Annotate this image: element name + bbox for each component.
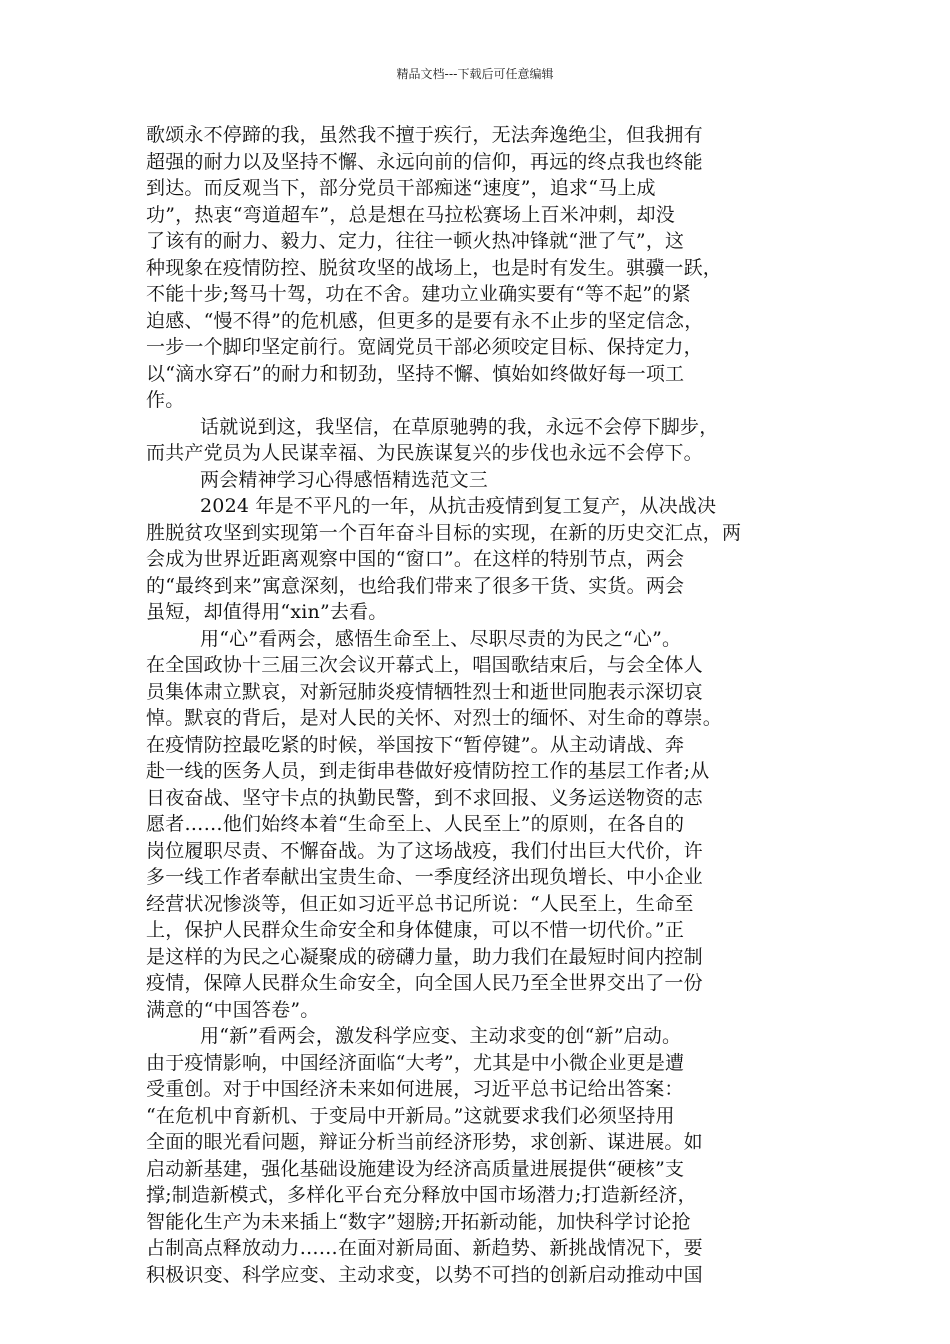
text-line: 歌颂永不停蹄的我，虽然我不擅于疾行，无法奔逸绝尘，但我拥有 [146,124,703,146]
text-line: 种现象在疫情防控、脱贫攻坚的战场上，也是时有发生。骐骥一跃， [146,256,723,279]
text-line: 启动新基建，强化基础设施建设为经济高质量进展提供“硬核”支 [146,1157,685,1180]
text-line: 到达。而反观当下，部分党员干部痴迷“速度”，追求“马上成 [146,177,656,199]
text-line: 以“滴水穿石”的耐力和韧劲，坚持不懈、慎始如终做好每一项工 [146,362,685,385]
text-line: 两会精神学习心得感悟精选范文三 [200,468,489,491]
text-line: 占制高点释放动力……在面对新局面、新趋势、新挑战情况下，要 [146,1237,703,1259]
text-line: 悼。默哀的背后，是对人民的关怀、对烈士的缅怀、对生命的尊崇。 [146,707,723,729]
text-line: 多一线工作者奉献出宝贵生命、一季度经济出现负增长、中小企业 [146,866,703,888]
text-line: 用“心”看两会，感悟生命至上、尽职尽责的为民之“心”。 [200,627,682,650]
text-line: 愿者……他们始终本着“生命至上、人民至上”的原则，在各自的 [146,813,685,835]
text-line: 智能化生产为未来插上“数字”翅膀;开拓新动能，加快科学讨论抢 [146,1210,691,1233]
text-line: “在危机中育新机、于变局中开新局。”这就要求我们必须坚持用 [146,1104,675,1127]
text-line: 日夜奋战、坚守卡点的执勤民警，到不求回报、义务运送物资的志 [146,786,703,809]
text-line: 满意的“中国答卷”。 [146,998,320,1021]
text-line: 了该有的耐力、毅力、定力，往往一顿火热冲锋就“泄了气”，这 [146,230,685,252]
text-line: 作。 [146,389,185,411]
text-line: 而共产党员为人民谋幸福、为民族谋复兴的步伐也永远不会停下。 [146,442,703,464]
text-line: 用“新”看两会，激发科学应变、主动求变的创“新”启动。 [200,1025,682,1047]
text-line: 疫情，保障人民群众生命安全，向全国人民乃至全世界交出了一份 [146,972,703,994]
text-line: 受重创。对于中国经济未来如何进展，习近平总书记给出答案： [146,1078,684,1100]
text-line: 2024 年是不平凡的一年，从抗击疫情到复工复产，从决战决 [200,495,717,517]
text-line: 是这样的为民之心凝聚成的磅礴力量，助力我们在最短时间内控制 [146,945,703,968]
text-line: 全面的眼光看问题，辩证分析当前经济形势，求创新、谋进展。如 [146,1131,703,1153]
text-line: 虽短，却值得用“xin”去看。 [146,601,388,623]
text-line: 话就说到这，我坚信，在草原驰骋的我，永远不会停下脚步， [200,415,719,438]
text-line: 经营状况惨淡等，但正如习近平总书记所说：“人民至上，生命至 [146,892,694,915]
text-line: 一步一个脚印坚定前行。宽阔党员干部必须咬定目标、保持定力， [146,336,703,358]
text-line: 胜脱贫攻坚到实现第一个百年奋斗目标的实现，在新的历史交汇点，两 [146,521,742,544]
text-line: 的“最终到来”寓意深刻，也给我们带来了很多干货、实货。两会 [146,574,685,597]
text-line: 会成为世界近距离观察中国的“窗口”。在这样的特别节点，两会 [146,548,685,570]
text-line: 积极识变、科学应变、主动求变，以势不可挡的创新启动推动中国 [146,1263,703,1286]
text-line: 赴一线的医务人员，到走街串巷做好疫情防控工作的基层工作者;从 [146,760,710,782]
text-line: 功”，热衷“弯道超车”，总是想在马拉松赛场上百米冲刺，却没 [146,203,675,226]
page-header: 精品文档---下载后可任意编辑 [396,67,554,81]
document-body [146,122,818,1288]
text-line: 岗位履职尽责、不懈奋战。为了这场战疫，我们付出巨大代价，许 [146,839,703,862]
text-line: 在疫情防控最吃紧的时候，举国按下“暂停键”。从主动请战、奔 [146,733,685,756]
text-line: 不能十步;驽马十驾，功在不舍。建功立业确实要有“等不起”的紧 [146,283,691,305]
text-line: 员集体肃立默哀，对新冠肺炎疫情牺牲烈士和逝世同胞表示深切哀 [146,680,703,703]
text-line: 上，保护人民群众生命安全和身体健康，可以不惜一切代价。”正 [146,919,685,941]
text-line: 在全国政协十三届三次会议开幕式上，唱国歌结束后，与会全体人 [146,654,703,676]
text-line: 迫感、“慢不得”的危机感，但更多的是要有永不止步的坚定信念， [146,309,704,332]
text-line: 超强的耐力以及坚持不懈、永远向前的信仰，再远的终点我也终能 [146,150,703,173]
text-line: 撑;制造新模式，多样化平台充分释放中国市场潜力;打造新经济， [146,1184,697,1206]
text-line: 由于疫情影响，中国经济面临“大考”，尤其是中小微企业更是遭 [146,1051,685,1074]
